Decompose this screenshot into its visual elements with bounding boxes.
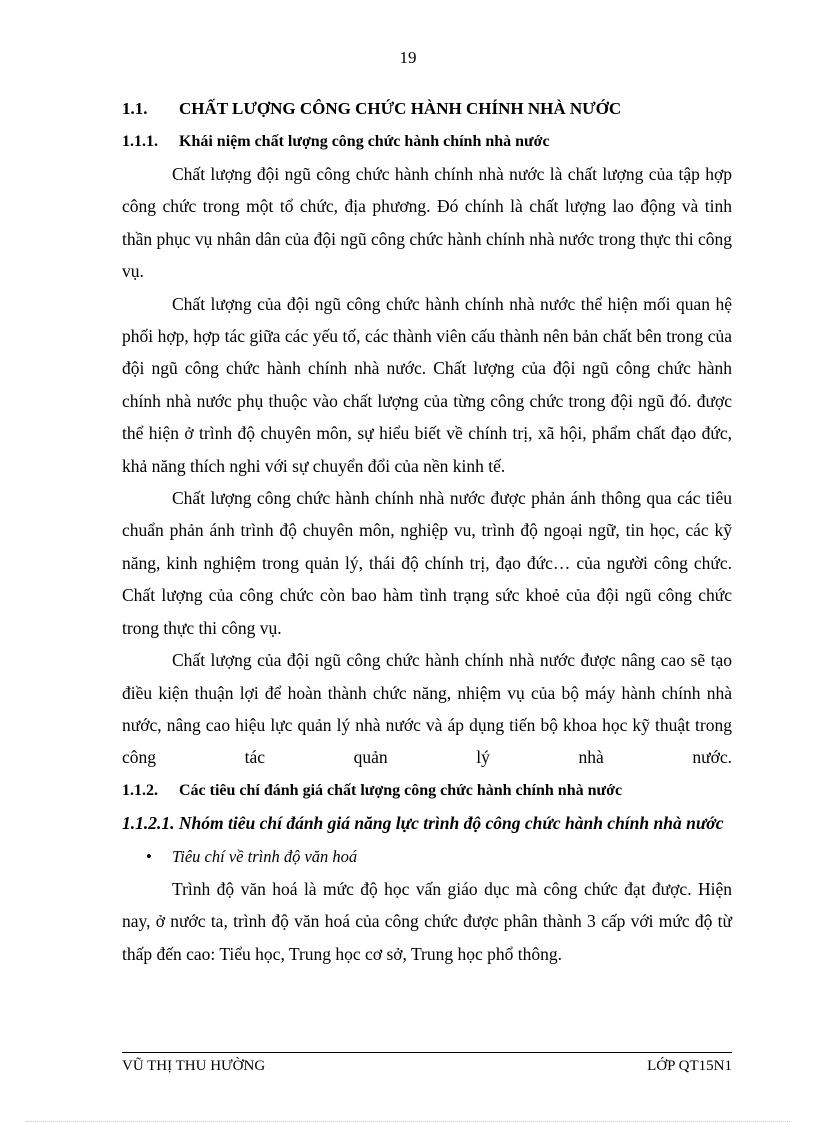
subsection-heading-1 — [122, 125, 732, 158]
footer-class: LỚP QT15N1 — [647, 1058, 732, 1074]
paragraph: Chất lượng đội ngũ công chức hành chính nhà nước là chất lượng của tập hợp công chức trong một tổ chức, địa phương. Đó chính là chất lượng lao động và tinh thần phục vụ nhân dân của đội ngũ công chức hành chính nhà nước trong thực thi công vụ. — [122, 164, 732, 282]
paragraph: Chất lượng của đội ngũ công chức hành chính nhà nước thể hiện mối quan hệ phối hợp, hợp tác giữa các yếu tố, các thành viên cấu thành nên bản chất bên trong của đội ngũ công chức hành chính nhà nước. Chất lượng của đội ngũ công chức hành chính nhà nước phụ thuộc vào chất lượng của từng công chức trong đội ngũ đó. được thể hiện ở trình độ chuyên môn, sự hiểu biết về chính trị, xã hội, phẩm chất đạo đức, khả năng thích nghi với sự chuyển đổi của nền kinh tế. — [122, 293, 732, 476]
paragraph: Chất lượng công chức hành chính nhà nước được phản ánh thông qua các tiêu chuẩn phản ánh trình độ chuyên môn, nghiệp vu, trình độ ngoại ngữ, tin học, các kỹ năng, kinh nghiệm trong quản lý, thái độ chính trị, đạo đức… của người công chức. Chất lượng của công chức còn bao hàm tình trạng sức khoẻ của đội ngũ công chức trong thực thi công vụ. — [122, 488, 732, 638]
page-edge — [26, 1121, 790, 1122]
subsection-title-2: Các tiêu chí đánh giá chất lượng công chức hành chính nhà nước — [179, 781, 623, 799]
paragraph: Chất lượng của đội ngũ công chức hành chính nhà nước được nâng cao sẽ tạo điều kiện thuận lợi để hoàn thành chức năng, nhiệm vụ của bộ máy hành chính nhà nước, nâng cao hiệu lực quản lý nhà nước và áp dụng tiến bộ khoa học kỹ thuật trong công tác quản lý nhà nước. — [122, 650, 732, 768]
section-title: CHẤT LƯỢNG CÔNG CHỨC HÀNH CHÍNH NHÀ NƯỚC — [179, 99, 622, 118]
bullet-text: Tiêu chí về trình độ văn hoá — [172, 846, 358, 866]
footer-divider — [122, 1052, 732, 1053]
subsection-number-1: 1.1.1. — [122, 133, 158, 150]
section-heading — [122, 92, 732, 125]
bullet-item — [122, 840, 732, 873]
document-body — [122, 92, 732, 970]
subsubsection-heading: 1.1.2.1. Nhóm tiêu chí đánh giá năng lực trình độ công chức hành chính nhà nước — [122, 812, 724, 833]
paragraph: Trình độ văn hoá là mức độ học vấn giáo dục mà công chức đạt được. Hiện nay, ở nước ta, trình độ văn hoá của công chức được phân thành 3 cấp với mức độ từ thấp đến cao: Tiểu học, Trung học cơ sở, Trung học phổ thông. — [122, 878, 732, 964]
footer-author: VŨ THỊ THU HƯỜNG — [122, 1058, 266, 1074]
bullet-icon: • — [146, 846, 152, 866]
subsection-number-2: 1.1.2. — [122, 781, 158, 799]
subsection-title-1: Khái niệm chất lượng công chức hành chính nhà nước — [179, 133, 550, 150]
page-number: 19 — [399, 48, 417, 67]
section-number: 1.1. — [122, 99, 148, 118]
subsection-heading-2 — [122, 774, 732, 807]
